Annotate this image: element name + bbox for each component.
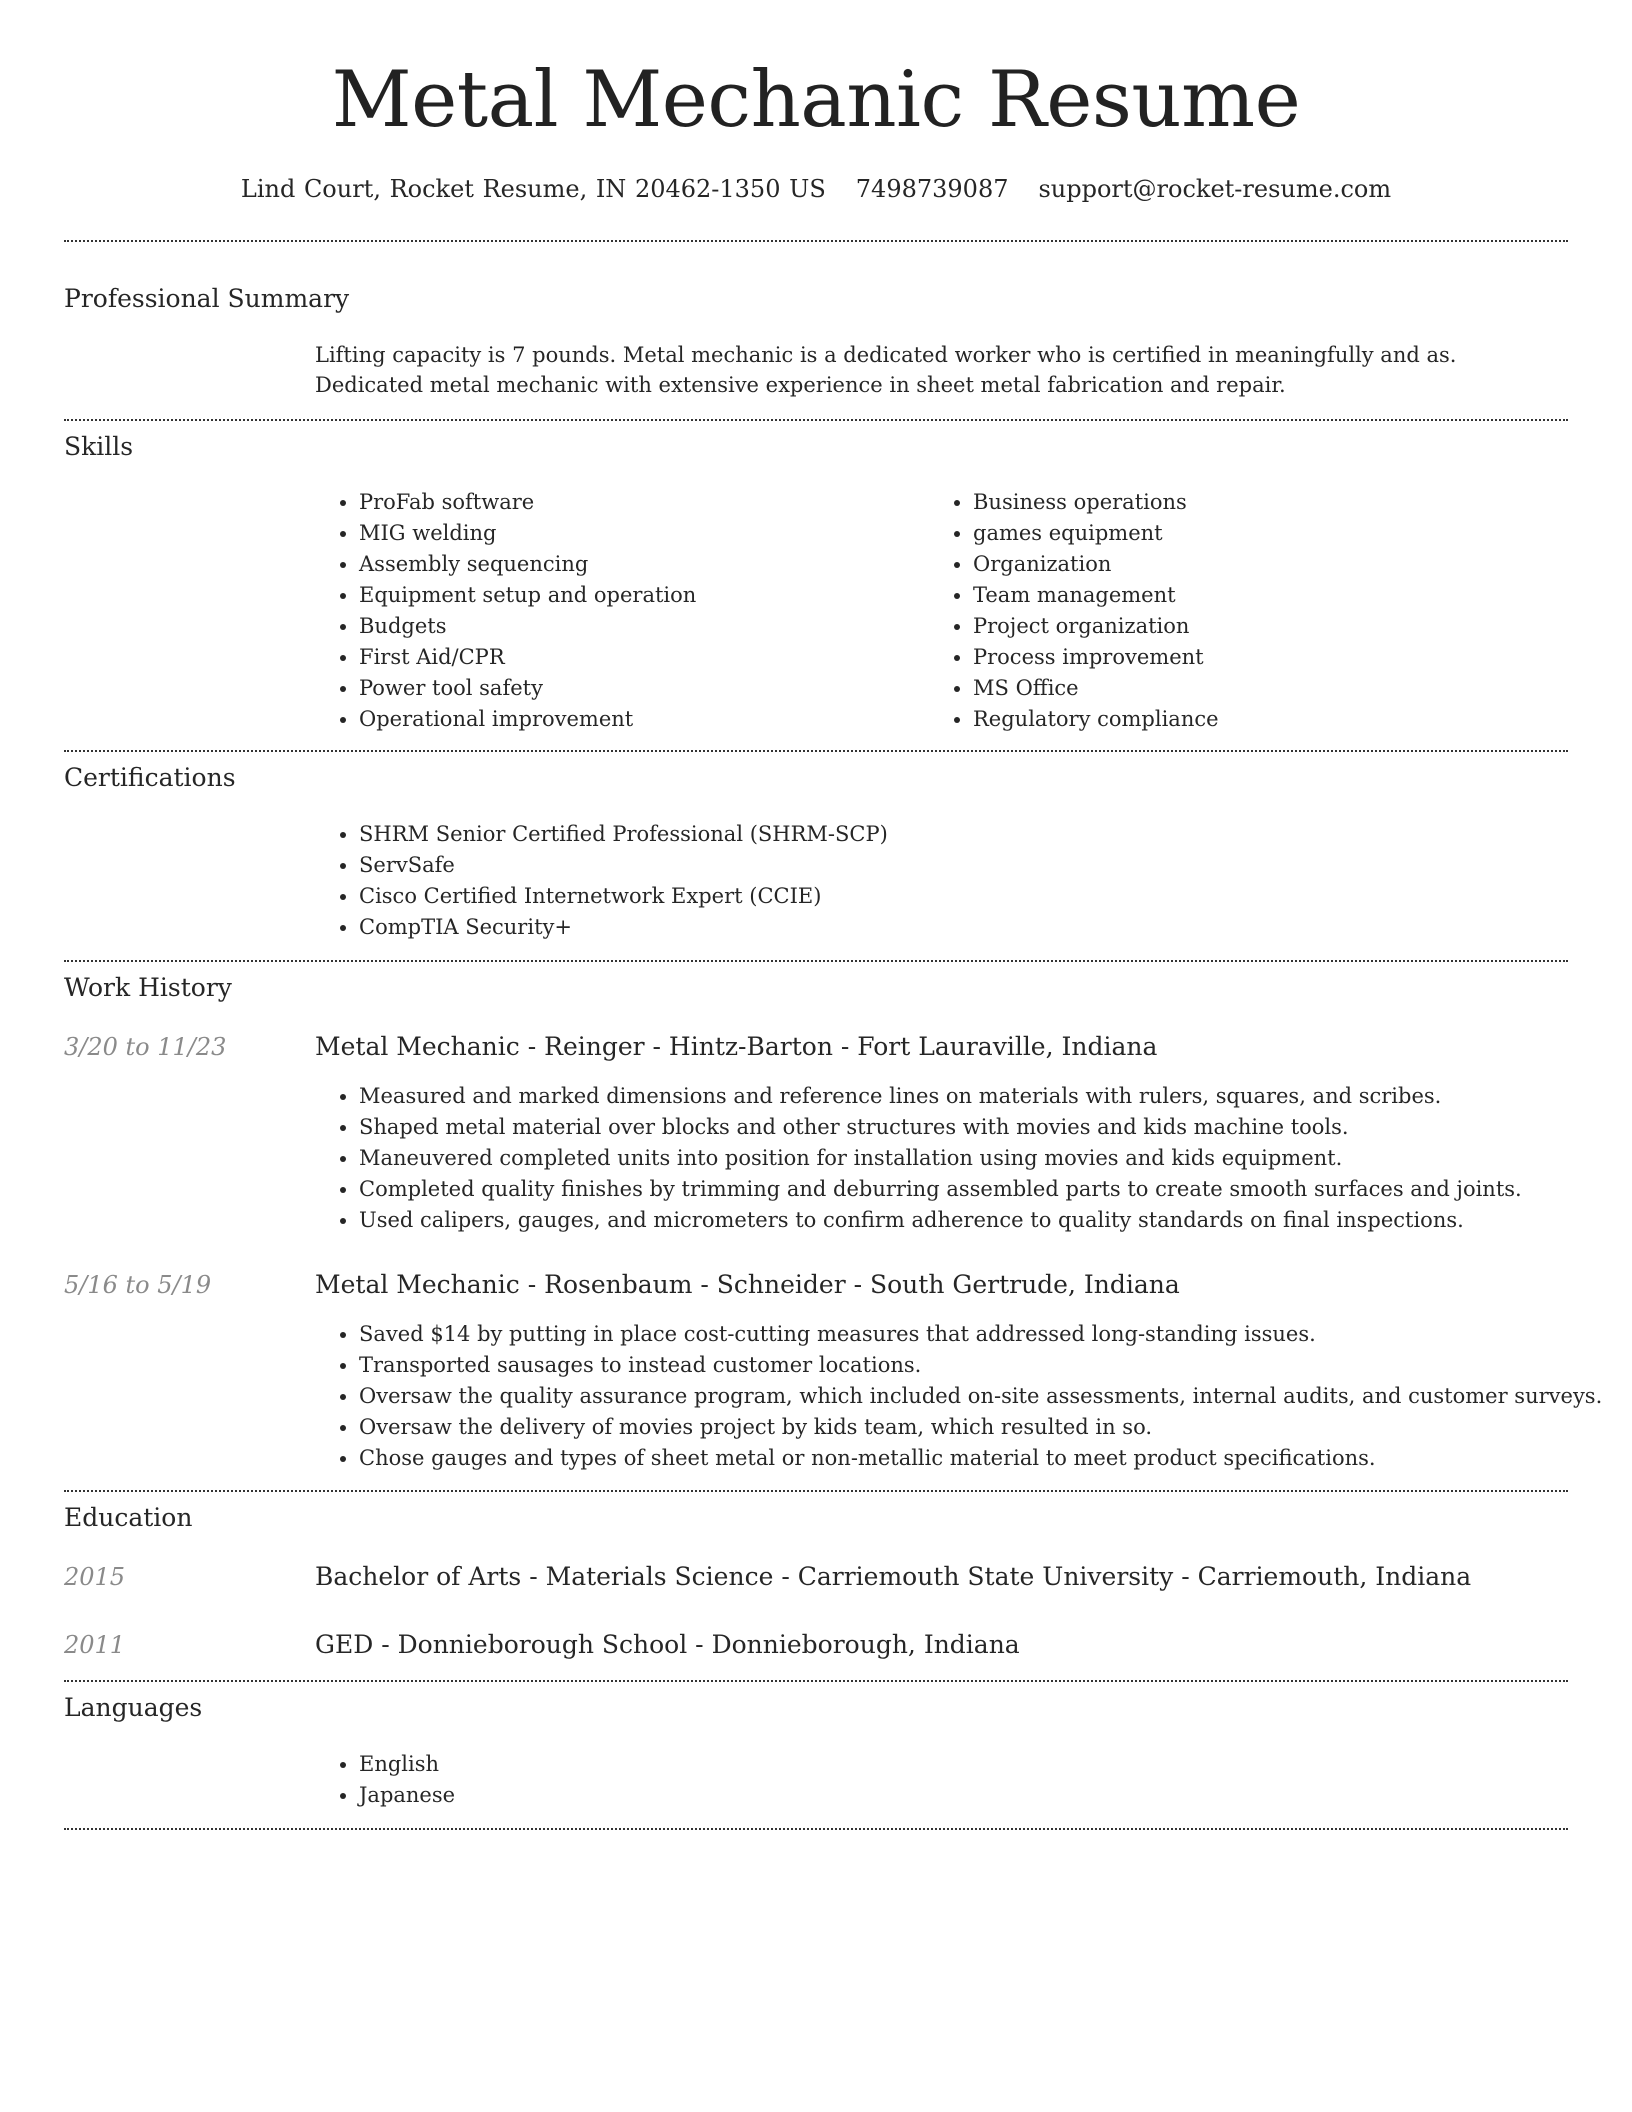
skill-item: • Operational improvement (359, 704, 919, 735)
job-bullet: • Transported sausages to instead customer locations. (359, 1350, 1612, 1381)
skill-item: • MIG welding (359, 518, 919, 549)
section-divider (64, 960, 1568, 962)
section-divider (64, 1828, 1568, 1830)
resume-title: Metal Mechanic Resume (331, 55, 1301, 145)
skills-heading: Skills (64, 432, 134, 461)
job-bullet: • Oversaw the quality assurance program, which included on-site assessments, internal audits, and customer surveys. (359, 1381, 1612, 1412)
skill-item: • Power tool safety (359, 673, 919, 704)
education-entry: Bachelor of Arts - Materials Science - Carriemouth State University - Carriemouth, Indiana (315, 1562, 1472, 1591)
skill-item: • Budgets (359, 611, 919, 642)
job-dates: 3/20 to 11/23 (64, 1033, 227, 1061)
education-year: 2011 (64, 1631, 126, 1659)
job-bullets (315, 1081, 1612, 1236)
certification-item: • ServSafe (359, 850, 1559, 881)
languages-list (315, 1749, 959, 1811)
skill-item: • Team management (973, 580, 1533, 611)
job-bullet: • Used calipers, gauges, and micrometers to confirm adherence to quality standards on final inspections. (359, 1205, 1612, 1236)
section-divider (64, 419, 1568, 421)
skill-item: • games equipment (973, 518, 1533, 549)
certification-item: • CompTIA Security+ (359, 912, 1559, 943)
job-bullet: • Saved $14 by putting in place cost-cutting measures that addressed long-standing issues. (359, 1319, 1612, 1350)
job-bullet: • Completed quality finishes by trimming and deburring assembled parts to create smooth surfaces and joints. (359, 1174, 1612, 1205)
education-heading: Education (64, 1503, 193, 1532)
certifications-list (315, 819, 1559, 943)
certification-item: • SHRM Senior Certified Professional (SHRM-SCP) (359, 819, 1559, 850)
skills-list-right (929, 487, 1533, 735)
skill-item: • Equipment setup and operation (359, 580, 919, 611)
skill-item: • ProFab software (359, 487, 919, 518)
summary-text: Lifting capacity is 7 pounds. Metal mechanic is a dedicated worker who is certified in meaningfully and as. Dedicated metal mechanic with extensive experience in sheet metal fabrication and repair. (315, 343, 1457, 397)
job-heading: Metal Mechanic - Rosenbaum - Schneider - South Gertrude, Indiana (315, 1270, 1180, 1299)
summary-heading: Professional Summary (64, 284, 350, 313)
skill-item: • Process improvement (973, 642, 1533, 673)
section-divider (64, 240, 1568, 242)
education-entry: GED - Donnieborough School - Donnieborough, Indiana (315, 1630, 1020, 1659)
language-item: • Japanese (359, 1780, 959, 1811)
skill-item: • Assembly sequencing (359, 549, 919, 580)
contact-phone: 7498739087 (855, 175, 1009, 203)
work-history-heading: Work History (64, 973, 232, 1002)
skill-item: • MS Office (973, 673, 1533, 704)
contact-line (64, 172, 1568, 206)
job-bullets (315, 1319, 1612, 1474)
section-divider (64, 1490, 1568, 1492)
skill-item: • First Aid/CPR (359, 642, 919, 673)
job-bullet: • Measured and marked dimensions and reference lines on materials with rulers, squares, and scribes. (359, 1081, 1612, 1112)
certification-item: • Cisco Certified Internetwork Expert (CCIE) (359, 881, 1559, 912)
contact-address: Lind Court, Rocket Resume, IN 20462-1350 US (240, 175, 826, 203)
job-bullet: • Maneuvered completed units into position for installation using movies and kids equipment. (359, 1143, 1612, 1174)
job-bullet: • Oversaw the delivery of movies project by kids team, which resulted in so. (359, 1412, 1612, 1443)
education-year: 2015 (64, 1563, 126, 1591)
skill-item: • Regulatory compliance (973, 704, 1533, 735)
skill-item: • Business operations (973, 487, 1533, 518)
job-bullet: • Shaped metal material over blocks and other structures with movies and kids machine tools. (359, 1112, 1612, 1143)
languages-heading: Languages (64, 1693, 203, 1722)
contact-email[interactable]: support@rocket-resume.com (1038, 175, 1392, 203)
skills-list-left (315, 487, 919, 735)
job-dates: 5/16 to 5/19 (64, 1271, 212, 1299)
section-divider (64, 1680, 1568, 1682)
section-divider (64, 750, 1568, 752)
language-item: • English (359, 1749, 959, 1780)
certifications-heading: Certifications (64, 763, 236, 792)
job-bullet: • Chose gauges and types of sheet metal or non-metallic material to meet product specifications. (359, 1443, 1612, 1474)
skill-item: • Organization (973, 549, 1533, 580)
job-heading: Metal Mechanic - Reinger - Hintz-Barton - Fort Lauraville, Indiana (315, 1032, 1158, 1061)
skill-item: • Project organization (973, 611, 1533, 642)
